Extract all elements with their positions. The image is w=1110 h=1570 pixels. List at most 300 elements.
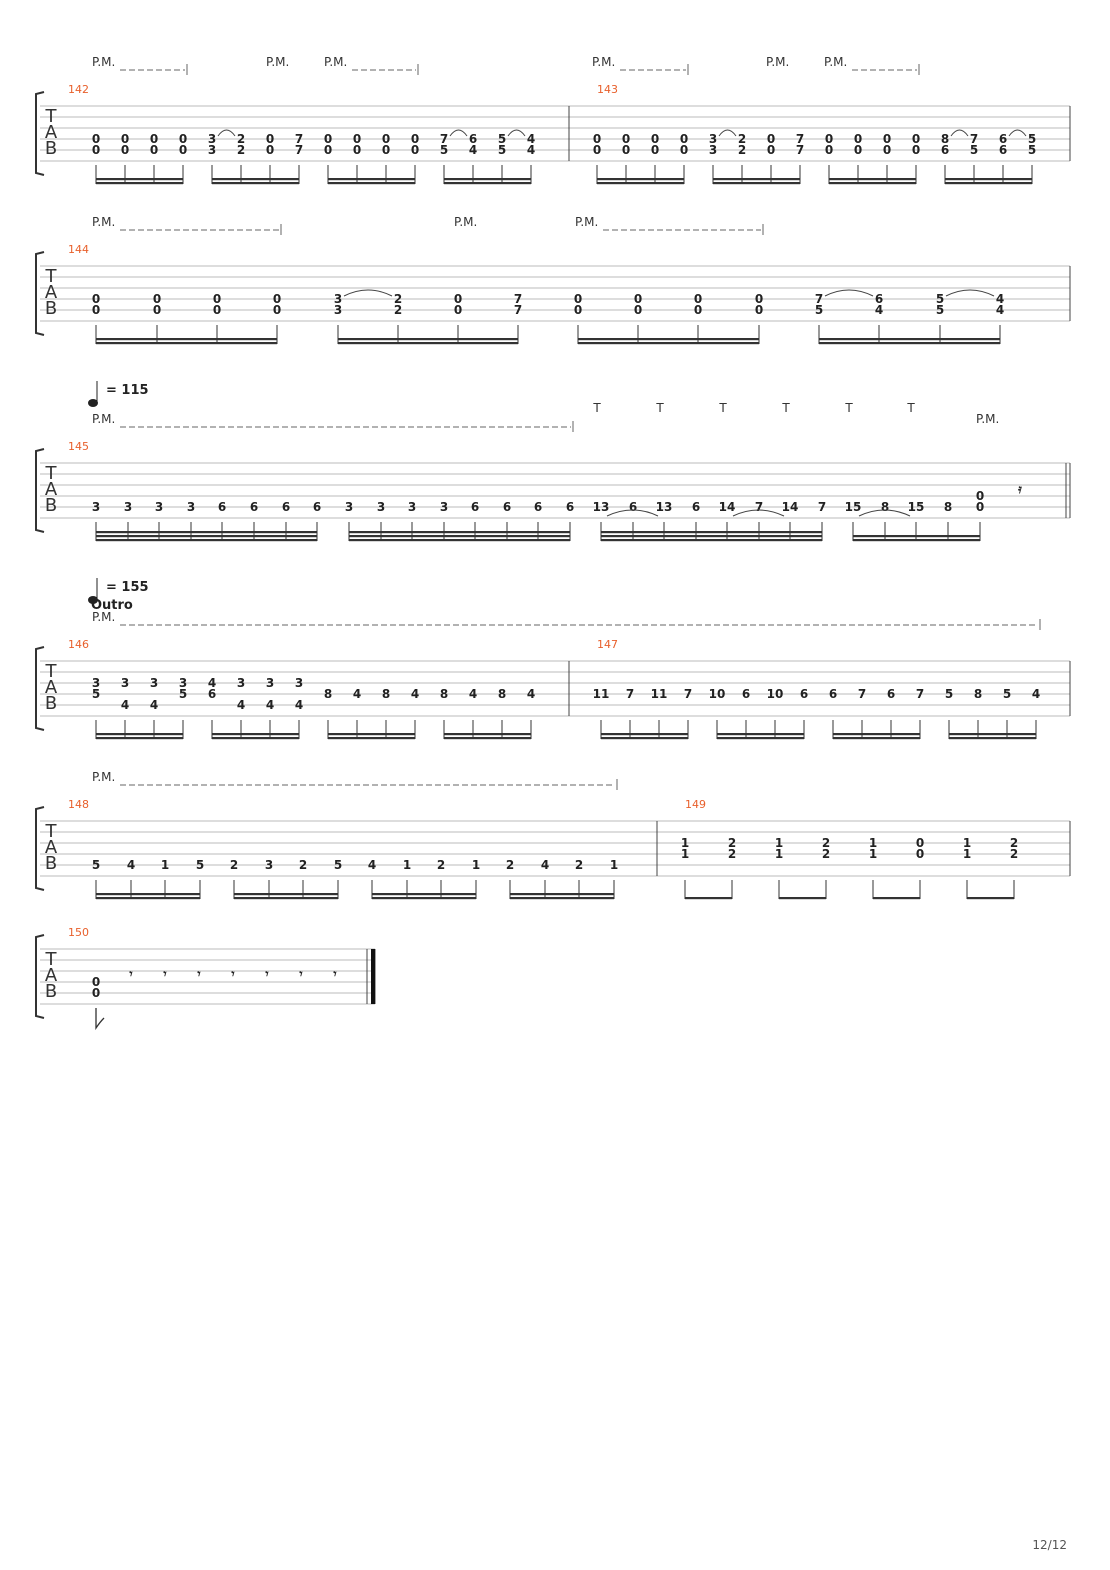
beam	[234, 897, 338, 899]
fret-number: 0	[152, 303, 162, 317]
fret-number: 7	[857, 687, 867, 701]
fret-number: 0	[679, 132, 689, 146]
beam	[328, 182, 415, 184]
tab-clef-letter: A	[44, 677, 58, 698]
fret-number: 8	[381, 687, 391, 701]
tab-system	[36, 381, 1070, 541]
fret-number: 0	[975, 500, 985, 514]
fret-number: 5	[814, 303, 824, 317]
fret-number: 8	[323, 687, 333, 701]
fret-number: 7	[513, 292, 523, 306]
fret-number: 0	[91, 303, 101, 317]
beam	[328, 733, 415, 735]
fret-number: 7	[513, 303, 523, 317]
fret-number: 3	[236, 676, 246, 690]
fret-number: 8	[439, 687, 449, 701]
fret-number: 8	[973, 687, 983, 701]
fret-number: 3	[186, 500, 196, 514]
fret-number: 2	[737, 132, 747, 146]
tab-clef-letter: A	[44, 282, 58, 303]
fret-number: 1	[868, 847, 878, 861]
measure-number: 144	[68, 243, 89, 256]
fret-number: 6	[533, 500, 543, 514]
beam	[349, 539, 570, 541]
fret-number: 0	[91, 292, 101, 306]
beam	[829, 182, 916, 184]
fret-number: 2	[436, 858, 446, 872]
fret-number: 4	[410, 687, 420, 701]
fret-number: 6	[207, 687, 217, 701]
fret-number: 6	[691, 500, 701, 514]
fret-number: 5	[969, 143, 979, 157]
eighth-rest-icon: 𝄾	[163, 967, 167, 981]
eighth-rest-icon: 𝄾	[129, 967, 133, 981]
fret-number: 0	[323, 132, 333, 146]
fret-number: 1	[160, 858, 170, 872]
fret-number: 1	[609, 858, 619, 872]
fret-number: 0	[212, 303, 222, 317]
beam	[212, 737, 299, 739]
beam	[873, 897, 920, 899]
eighth-rest-icon: 𝄾	[333, 967, 337, 981]
beam	[717, 733, 804, 735]
fret-number: 6	[998, 132, 1008, 146]
fret-number: 3	[123, 500, 133, 514]
fret-number: 0	[265, 132, 275, 146]
fret-number: 7	[969, 132, 979, 146]
fret-number: 5	[935, 303, 945, 317]
fret-number: 1	[868, 836, 878, 850]
fret-number: 0	[633, 292, 643, 306]
fret-number: 4	[126, 858, 136, 872]
beam	[853, 539, 980, 541]
beam	[779, 897, 826, 899]
fret-number: 3	[294, 676, 304, 690]
beam	[597, 178, 684, 180]
fret-number: 7	[294, 143, 304, 157]
tab-clef-letter: A	[44, 965, 58, 986]
beam	[444, 737, 531, 739]
fret-number: 4	[1031, 687, 1041, 701]
fret-number: 0	[352, 132, 362, 146]
beam	[444, 182, 531, 184]
slur	[344, 290, 392, 296]
tab-clef-letter: T	[45, 463, 57, 484]
beam	[713, 178, 800, 180]
measure-number: 149	[685, 798, 706, 811]
beam	[949, 733, 1036, 735]
fret-number: 3	[178, 676, 188, 690]
fret-number: 5	[439, 143, 449, 157]
tab-clef-letter: T	[45, 821, 57, 842]
beam	[601, 531, 822, 533]
measure-number: 142	[68, 83, 89, 96]
fret-number: 0	[120, 143, 130, 157]
fret-number: 3	[149, 676, 159, 690]
fret-number: 2	[574, 858, 584, 872]
beam	[349, 535, 570, 537]
fret-number: 0	[679, 143, 689, 157]
fret-number: 6	[468, 132, 478, 146]
eighth-rest-icon: 𝄾	[231, 967, 235, 981]
fret-number: 0	[911, 132, 921, 146]
tab-system	[36, 926, 375, 1028]
beam	[819, 338, 1000, 340]
final-barline	[371, 949, 375, 1004]
slur	[825, 290, 873, 296]
fret-number: 15	[907, 500, 925, 514]
measure-number: 146	[68, 638, 89, 651]
tab-clef-letter: A	[44, 122, 58, 143]
beam	[949, 737, 1036, 739]
fret-number: 0	[592, 143, 602, 157]
beam	[601, 737, 688, 739]
eighth-rest-icon: 𝄾	[299, 967, 303, 981]
flag-icon	[96, 1008, 104, 1028]
palm-mute-label: P.M.	[976, 412, 1000, 426]
system-bracket	[36, 252, 44, 335]
slur	[719, 130, 736, 136]
eighth-rest-icon: 𝄾	[265, 967, 269, 981]
fret-number: 4	[352, 687, 362, 701]
fret-number: 7	[915, 687, 925, 701]
fret-number: 4	[149, 698, 159, 712]
rest-icon: 𝄿	[1018, 482, 1022, 496]
fret-number: 0	[975, 489, 985, 503]
beam	[96, 539, 317, 541]
fret-number: 1	[402, 858, 412, 872]
fret-number: 0	[754, 303, 764, 317]
fret-number: 3	[91, 676, 101, 690]
fret-number: 0	[178, 143, 188, 157]
beam	[96, 178, 183, 180]
measure-number: 147	[597, 638, 618, 651]
tab-clef-letter: T	[45, 949, 57, 970]
fret-number: 3	[265, 676, 275, 690]
beam	[833, 733, 920, 735]
tab-clef-letter: T	[45, 106, 57, 127]
fret-number: 15	[844, 500, 862, 514]
fret-number: 0	[272, 303, 282, 317]
fret-number: 2	[393, 292, 403, 306]
fret-number: 3	[207, 132, 217, 146]
fret-number: 3	[91, 500, 101, 514]
fret-number: 2	[229, 858, 239, 872]
fret-number: 11	[650, 687, 668, 701]
fret-number: 2	[505, 858, 515, 872]
fret-number: 6	[217, 500, 227, 514]
fret-number: 7	[439, 132, 449, 146]
fret-number: 0	[91, 986, 101, 1000]
fret-number: 14	[718, 500, 736, 514]
fret-number: 0	[91, 143, 101, 157]
fret-number: 2	[298, 858, 308, 872]
beam	[685, 897, 732, 899]
fret-number: 7	[625, 687, 635, 701]
fret-number: 6	[741, 687, 751, 701]
fret-number: 0	[573, 303, 583, 317]
beam	[601, 733, 688, 735]
page-number: 12/12	[1032, 1538, 1067, 1552]
fret-number: 8	[880, 500, 890, 514]
beam	[819, 342, 1000, 344]
beam	[96, 737, 183, 739]
palm-mute-label: P.M.	[92, 770, 116, 784]
fret-number: 2	[727, 847, 737, 861]
fret-number: 5	[1027, 132, 1037, 146]
fret-number: 4	[236, 698, 246, 712]
eighth-rest-icon: 𝄾	[197, 967, 201, 981]
fret-number: 2	[236, 132, 246, 146]
fret-number: 0	[453, 292, 463, 306]
fret-number: 4	[995, 303, 1005, 317]
beam	[597, 182, 684, 184]
fret-number: 3	[407, 500, 417, 514]
fret-number: 1	[962, 847, 972, 861]
fret-number: 4	[540, 858, 550, 872]
fret-number: 8	[940, 132, 950, 146]
fret-number: 0	[149, 132, 159, 146]
fret-number: 0	[410, 132, 420, 146]
fret-number: 1	[471, 858, 481, 872]
fret-number: 0	[352, 143, 362, 157]
fret-number: 0	[91, 132, 101, 146]
fret-number: 0	[621, 143, 631, 157]
slur	[218, 130, 235, 136]
tap-marking: T	[719, 401, 727, 415]
beam	[349, 531, 570, 533]
slur	[946, 290, 994, 296]
fret-number: 4	[526, 143, 536, 157]
measure-number: 150	[68, 926, 89, 939]
beam	[578, 342, 759, 344]
fret-number: 0	[824, 132, 834, 146]
fret-number: 0	[915, 847, 925, 861]
palm-mute-label: P.M.	[766, 55, 790, 69]
fret-number: 3	[333, 303, 343, 317]
slur	[1009, 130, 1026, 136]
fret-number: 1	[680, 847, 690, 861]
fret-number: 10	[708, 687, 726, 701]
fret-number: 3	[264, 858, 274, 872]
fret-number: 6	[249, 500, 259, 514]
system-bracket	[36, 935, 44, 1018]
fret-number: 1	[962, 836, 972, 850]
beam	[96, 733, 183, 735]
fret-number: 1	[774, 847, 784, 861]
beam	[338, 338, 518, 340]
measure-number: 148	[68, 798, 89, 811]
fret-number: 3	[344, 500, 354, 514]
fret-number: 0	[573, 292, 583, 306]
measure-number: 143	[597, 83, 618, 96]
beam	[212, 182, 299, 184]
fret-number: 2	[236, 143, 246, 157]
fret-number: 5	[935, 292, 945, 306]
fret-number: 0	[120, 132, 130, 146]
fret-number: 0	[882, 143, 892, 157]
palm-mute-label: P.M.	[324, 55, 348, 69]
section-label: Outro	[91, 598, 133, 613]
slur	[951, 130, 968, 136]
fret-number: 0	[265, 143, 275, 157]
tab-clef-letter: B	[44, 495, 58, 516]
palm-mute-label: P.M.	[575, 215, 599, 229]
fret-number: 4	[120, 698, 130, 712]
beam	[601, 535, 822, 537]
fret-number: 2	[727, 836, 737, 850]
fret-number: 6	[565, 500, 575, 514]
fret-number: 5	[497, 132, 507, 146]
beam	[510, 897, 614, 899]
fret-number: 6	[628, 500, 638, 514]
fret-number: 0	[621, 132, 631, 146]
fret-number: 4	[207, 676, 217, 690]
fret-number: 11	[592, 687, 610, 701]
tab-clef-letter: A	[44, 479, 58, 500]
beam	[510, 893, 614, 895]
beam	[601, 539, 822, 541]
fret-number: 6	[874, 292, 884, 306]
fret-number: 7	[294, 132, 304, 146]
fret-number: 0	[410, 143, 420, 157]
fret-number: 0	[693, 292, 703, 306]
fret-number: 0	[272, 292, 282, 306]
fret-number: 0	[152, 292, 162, 306]
tap-marking: T	[782, 401, 790, 415]
fret-number: 8	[943, 500, 953, 514]
fret-number: 7	[795, 132, 805, 146]
fret-number: 6	[998, 143, 1008, 157]
fret-number: 5	[944, 687, 954, 701]
fret-number: 0	[178, 132, 188, 146]
beam	[96, 182, 183, 184]
fret-number: 3	[376, 500, 386, 514]
tab-clef-letter: B	[44, 693, 58, 714]
beam	[578, 338, 759, 340]
tab-clef-letter: T	[45, 661, 57, 682]
fret-number: 2	[821, 836, 831, 850]
fret-number: 0	[91, 975, 101, 989]
fret-number: 5	[333, 858, 343, 872]
fret-number: 0	[824, 143, 834, 157]
fret-number: 6	[470, 500, 480, 514]
tap-marking: T	[845, 401, 853, 415]
tempo-marking: = 155	[106, 580, 149, 595]
fret-number: 1	[680, 836, 690, 850]
fret-number: 0	[853, 143, 863, 157]
beam	[212, 178, 299, 180]
fret-number: 0	[915, 836, 925, 850]
fret-number: 4	[468, 143, 478, 157]
beam	[945, 182, 1032, 184]
fret-number: 5	[1002, 687, 1012, 701]
fret-number: 0	[693, 303, 703, 317]
fret-number: 10	[766, 687, 784, 701]
fret-number: 5	[1027, 143, 1037, 157]
palm-mute-label: P.M.	[266, 55, 290, 69]
beam	[717, 737, 804, 739]
fret-number: 3	[708, 132, 718, 146]
fret-number: 2	[1009, 836, 1019, 850]
fret-number: 0	[633, 303, 643, 317]
tab-clef-letter: B	[44, 298, 58, 319]
beam	[96, 531, 317, 533]
fret-number: 0	[911, 143, 921, 157]
beam	[444, 733, 531, 735]
fret-number: 2	[737, 143, 747, 157]
fret-number: 0	[882, 132, 892, 146]
tempo-quarter-note-icon	[88, 399, 98, 407]
palm-mute-label: P.M.	[92, 55, 116, 69]
fret-number: 5	[91, 687, 101, 701]
beam	[833, 737, 920, 739]
tap-marking: T	[907, 401, 915, 415]
tab-system	[36, 55, 1070, 184]
tab-clef-letter: T	[45, 266, 57, 287]
fret-number: 2	[1009, 847, 1019, 861]
fret-number: 3	[708, 143, 718, 157]
fret-number: 7	[817, 500, 827, 514]
palm-mute-label: P.M.	[92, 215, 116, 229]
beam	[96, 342, 277, 344]
tab-clef-letter: B	[44, 981, 58, 1002]
fret-number: 3	[207, 143, 217, 157]
beam	[945, 178, 1032, 180]
fret-number: 0	[453, 303, 463, 317]
beam	[96, 535, 317, 537]
palm-mute-label: P.M.	[92, 610, 116, 624]
fret-number: 0	[650, 143, 660, 157]
fret-number: 5	[195, 858, 205, 872]
fret-number: 5	[91, 858, 101, 872]
beam	[338, 342, 518, 344]
fret-number: 0	[766, 143, 776, 157]
fret-number: 4	[367, 858, 377, 872]
fret-number: 6	[502, 500, 512, 514]
beam	[234, 893, 338, 895]
fret-number: 0	[766, 132, 776, 146]
fret-number: 4	[294, 698, 304, 712]
beam	[212, 733, 299, 735]
tap-marking: T	[656, 401, 664, 415]
beam	[372, 893, 476, 895]
fret-number: 3	[154, 500, 164, 514]
fret-number: 2	[821, 847, 831, 861]
tab-system	[36, 578, 1070, 739]
fret-number: 4	[526, 132, 536, 146]
fret-number: 1	[774, 836, 784, 850]
fret-number: 0	[212, 292, 222, 306]
palm-mute-label: P.M.	[824, 55, 848, 69]
tab-clef-letter: B	[44, 138, 58, 159]
beam	[372, 897, 476, 899]
fret-number: 0	[381, 143, 391, 157]
fret-number: 4	[995, 292, 1005, 306]
fret-number: 2	[393, 303, 403, 317]
palm-mute-label: P.M.	[592, 55, 616, 69]
fret-number: 6	[886, 687, 896, 701]
tab-system	[36, 770, 1070, 899]
fret-number: 14	[781, 500, 799, 514]
fret-number: 0	[381, 132, 391, 146]
fret-number: 4	[468, 687, 478, 701]
fret-number: 5	[497, 143, 507, 157]
fret-number: 0	[754, 292, 764, 306]
fret-number: 6	[281, 500, 291, 514]
fret-number: 7	[754, 500, 764, 514]
fret-number: 0	[650, 132, 660, 146]
